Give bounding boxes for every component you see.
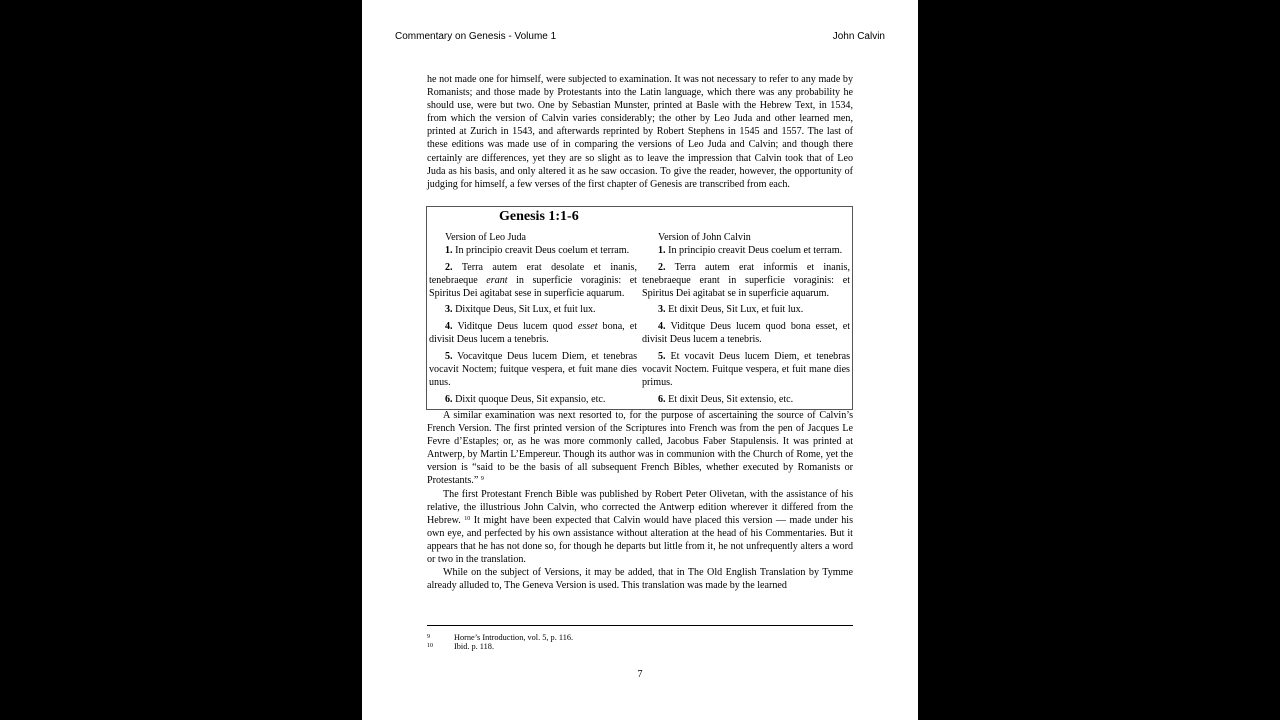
verse-text: Viditque Deus lucem quod bona esset, et divisit Deus lucem a tenebris. (642, 321, 850, 346)
french-version-paragraph (427, 409, 853, 488)
footnote (427, 642, 494, 651)
verse-text: Dixitque Deus, Sit Lux, et fuit lux. (455, 304, 596, 316)
paragraph-text: A similar examination was next resorted to, for the purpose of ascertaining the source of Calvin’s French Version. The first printed version of the Scriptures into French was from the pen of Jacques Le Fevre d’Estaples; or, as he was more commonly called, Jacobus Faber Stapulensis. It was printed at Antwerp, by Martin L’Empereur. Though its author was in communion with the Church of Rome, yet the version is “said to be the basis of all subsequent French Bibles, whether executed by Romanists or Protestants.” (427, 410, 853, 487)
document-page (362, 0, 918, 720)
calvin-verse (642, 320, 850, 346)
verse-text: Et vocavit Deus lucem Diem, et tenebras vocavit Noctem. Fuitque vespera, et fuit mane dies primus. (642, 350, 851, 388)
footnote-separator (427, 625, 853, 626)
intro-paragraph: he not made one for himself, were subjected to examination. It was not necessary to refer to any made by Romanists; and those made by Protestants into the Latin language, which there was any probability he should use, were but two. One by Sebastian Munster, printed at Basle with the Hebrew Text, in 1534, from which the version of Calvin varies considerably; the other by Leo Juda and other learned men, printed at Zurich in 1543, and afterwards reprinted by Robert Stephens in 1545 and 1557. The last of these editions was made use of in comparing the versions of Leo Juda and Calvin; and though there certainly are differences, yet they are so slight as to leave the impression that Calvin took that of Leo Juda as his basis, and only altered it as he saw occasion. To give the reader, however, the opportunity of judging for himself, a few verses of the first chapter of Genesis are transcribed from each. (427, 74, 853, 190)
verse-text: bona, et divisit Deus lucem a tenebris. (429, 321, 638, 346)
footnote-reference[interactable]: 10 (464, 515, 471, 522)
calvin-verse (642, 350, 850, 389)
leo-juda-heading: Version of Leo Juda (445, 232, 527, 243)
verse-number: 4. (445, 321, 453, 333)
leo-verse (429, 261, 637, 300)
verse-number: 3. (445, 304, 453, 316)
paragraph-text: It might have been expected that Calvin would have placed this version — made under his own eye, and perfected by his own assistance without alteration at the head of his Commentaries. But it appears that he has not done so, for though he departs but little from it, he not unfrequently alters a word or two in the translation. (427, 514, 854, 566)
verse-text: Et dixit Deus, Sit extensio, etc. (668, 393, 794, 405)
leo-verse (429, 393, 637, 406)
verse-number: 1. (658, 245, 666, 257)
verse-number: 2. (445, 261, 453, 273)
verse-text: In principio creavit Deus coelum et terram. (668, 245, 843, 257)
paragraph-text: The first Protestant French Bible was published by Robert Peter Olivetan, with the assistance of his relative, the illustrious John Calvin, who corrected the Antwerp edition wherever it differed from the Hebrew. (427, 488, 853, 526)
leo-verse (429, 320, 637, 346)
versions-paragraph: While on the subject of Versions, it may be added, that in The Old English Translation by Tymme already alluded to, The Geneva Version is used. This translation was made by the learned (427, 567, 853, 592)
olivetan-paragraph (427, 488, 853, 567)
lower-section (427, 409, 853, 592)
footnote (427, 633, 573, 642)
leo-juda-column (429, 231, 637, 409)
verse-number: 1. (445, 245, 453, 257)
calvin-verse (642, 393, 850, 406)
verse-text: In principio creavit Deus coelum et terram. (455, 245, 630, 257)
calvin-verse (642, 303, 850, 316)
footnote-reference[interactable]: 9 (480, 476, 484, 483)
verse-text: Terra autem erat informis et inanis, tenebraeque erant in superficie voraginis: et Spiritus Dei agitabat se in superficie aquarum. (642, 261, 850, 299)
footnote-text: Horne’s Introduction, vol. 5, p. 116. (454, 633, 574, 642)
verse-text: Viditque Deus lucem quod (457, 321, 578, 333)
intro-section (427, 73, 853, 191)
calvin-heading: Version of John Calvin (658, 232, 751, 243)
verse-emphasis: erant (486, 274, 508, 286)
verse-text: Terra autem erat desolate et inanis, tenebraeque (429, 261, 637, 286)
comparison-title: Genesis 1:1-6 (499, 209, 579, 224)
page-number: 7 (637, 669, 643, 680)
verse-text: Vocavitque Deus lucem Diem, et tenebras vocavit Noctem; fuitque vespera, et fuit mane dies unus. (429, 350, 638, 388)
leo-verse (429, 303, 637, 316)
calvin-verse (642, 261, 850, 300)
verse-text: Et dixit Deus, Sit Lux, et fuit lux. (668, 304, 804, 316)
verse-number: 2. (658, 261, 666, 273)
calvin-verse (642, 244, 850, 257)
leo-verse (429, 244, 637, 257)
calvin-column (642, 231, 850, 409)
genesis-comparison-box (426, 206, 853, 410)
leo-verse (429, 350, 637, 389)
verse-text: in superficie voraginis: et Spiritus Dei agitabat sese in superficie aquarum. (429, 274, 637, 299)
footnote-number: 9 (427, 634, 430, 640)
verse-number: 3. (658, 304, 666, 316)
verse-number: 6. (658, 393, 666, 405)
verse-number: 5. (658, 350, 666, 362)
verse-number: 6. (445, 393, 453, 405)
footnote-number: 10 (427, 643, 433, 649)
verse-emphasis: esset (577, 321, 598, 333)
footnote-text: Ibid. p. 118. (454, 642, 495, 651)
verse-text: Dixit quoque Deus, Sit expansio, etc. (455, 393, 606, 405)
running-header-author: John Calvin (832, 31, 885, 42)
running-header-title: Commentary on Genesis - Volume 1 (395, 31, 557, 42)
verse-number: 5. (445, 350, 453, 362)
verse-number: 4. (658, 321, 666, 333)
